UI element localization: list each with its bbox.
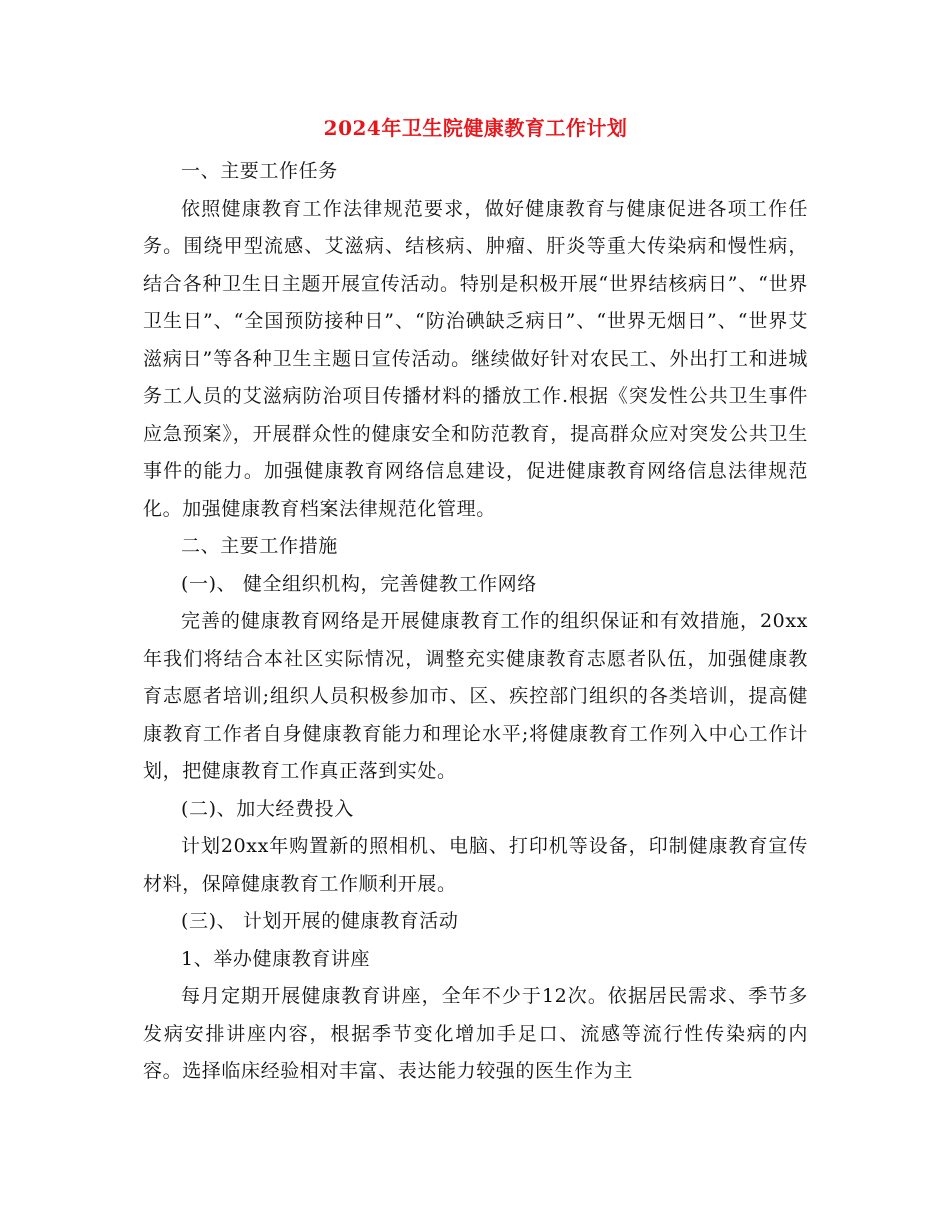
paragraph-network: 完善的健康教育网络是开展健康教育工作的组织保证和有效措施，20xx年我们将结合本社区实际情况，调整充实健康教育志愿者队伍，加强健康教育志愿者培训;组织人员积极参加市、区、疾控部门组织的各类培训，提高健康教育工作者自身健康教育能力和理论水平;将健康教育工作列入中心工作计划，把健康教育工作真正落到实处。: [143, 610, 808, 782]
paragraph-lectures: 每月定期开展健康教育讲座，全年不少于12次。依据居民需求、季节多发病安排讲座内容，根据季节变化增加手足口、流感等流行性传染病的内容。选择临床经验相对丰富、表达能力较强的医生作为主: [143, 985, 808, 1082]
item-heading-1: 1、举办健康教育讲座: [181, 947, 371, 970]
document-page: [143, 110, 808, 1091]
subsection-heading-3: (三)、 计划开展的健康教育活动: [181, 910, 459, 932]
subsection-heading-2: (二)、加大经费投入: [181, 797, 354, 820]
subsection-heading-1: (一)、 健全组织机构，完善健教工作网络: [181, 572, 537, 595]
paragraph-main-tasks: 依照健康教育工作法律规范要求，做好健康教育与健康促进各项工作任务。围绕甲型流感、艾滋病、结核病、肿瘤、肝炎等重大传染病和慢性病，结合各种卫生日主题开展宣传活动。特别是积极开展“世界结核病日”、“世界卫生日”、“全国预防接种日”、“防治碘缺乏病日”、“世界无烟日”、“世界艾滋病日”等各种卫生主题日宣传活动。继续做好针对农民工、外出打工和进城务工人员的艾滋病防治项目传播材料的播放工作.根据《突发性公共卫生事件应急预案》，开展群众性的健康安全和防范教育，提高群众应对突发公共卫生事件的能力。加强健康教育网络信息建设，促进健康教育网络信息法律规范化。加强健康教育档案法律规范化管理。: [143, 197, 808, 520]
section-heading-2: 二、主要工作措施: [181, 535, 338, 557]
paragraph-funding: 计划20xx年购置新的照相机、电脑、打印机等设备，印制健康教育宣传材料，保障健康教育工作顺利开展。: [143, 835, 808, 895]
document-title: 2024年卫生院健康教育工作计划: [323, 116, 628, 140]
section-heading-1: 一、主要工作任务: [181, 160, 338, 182]
